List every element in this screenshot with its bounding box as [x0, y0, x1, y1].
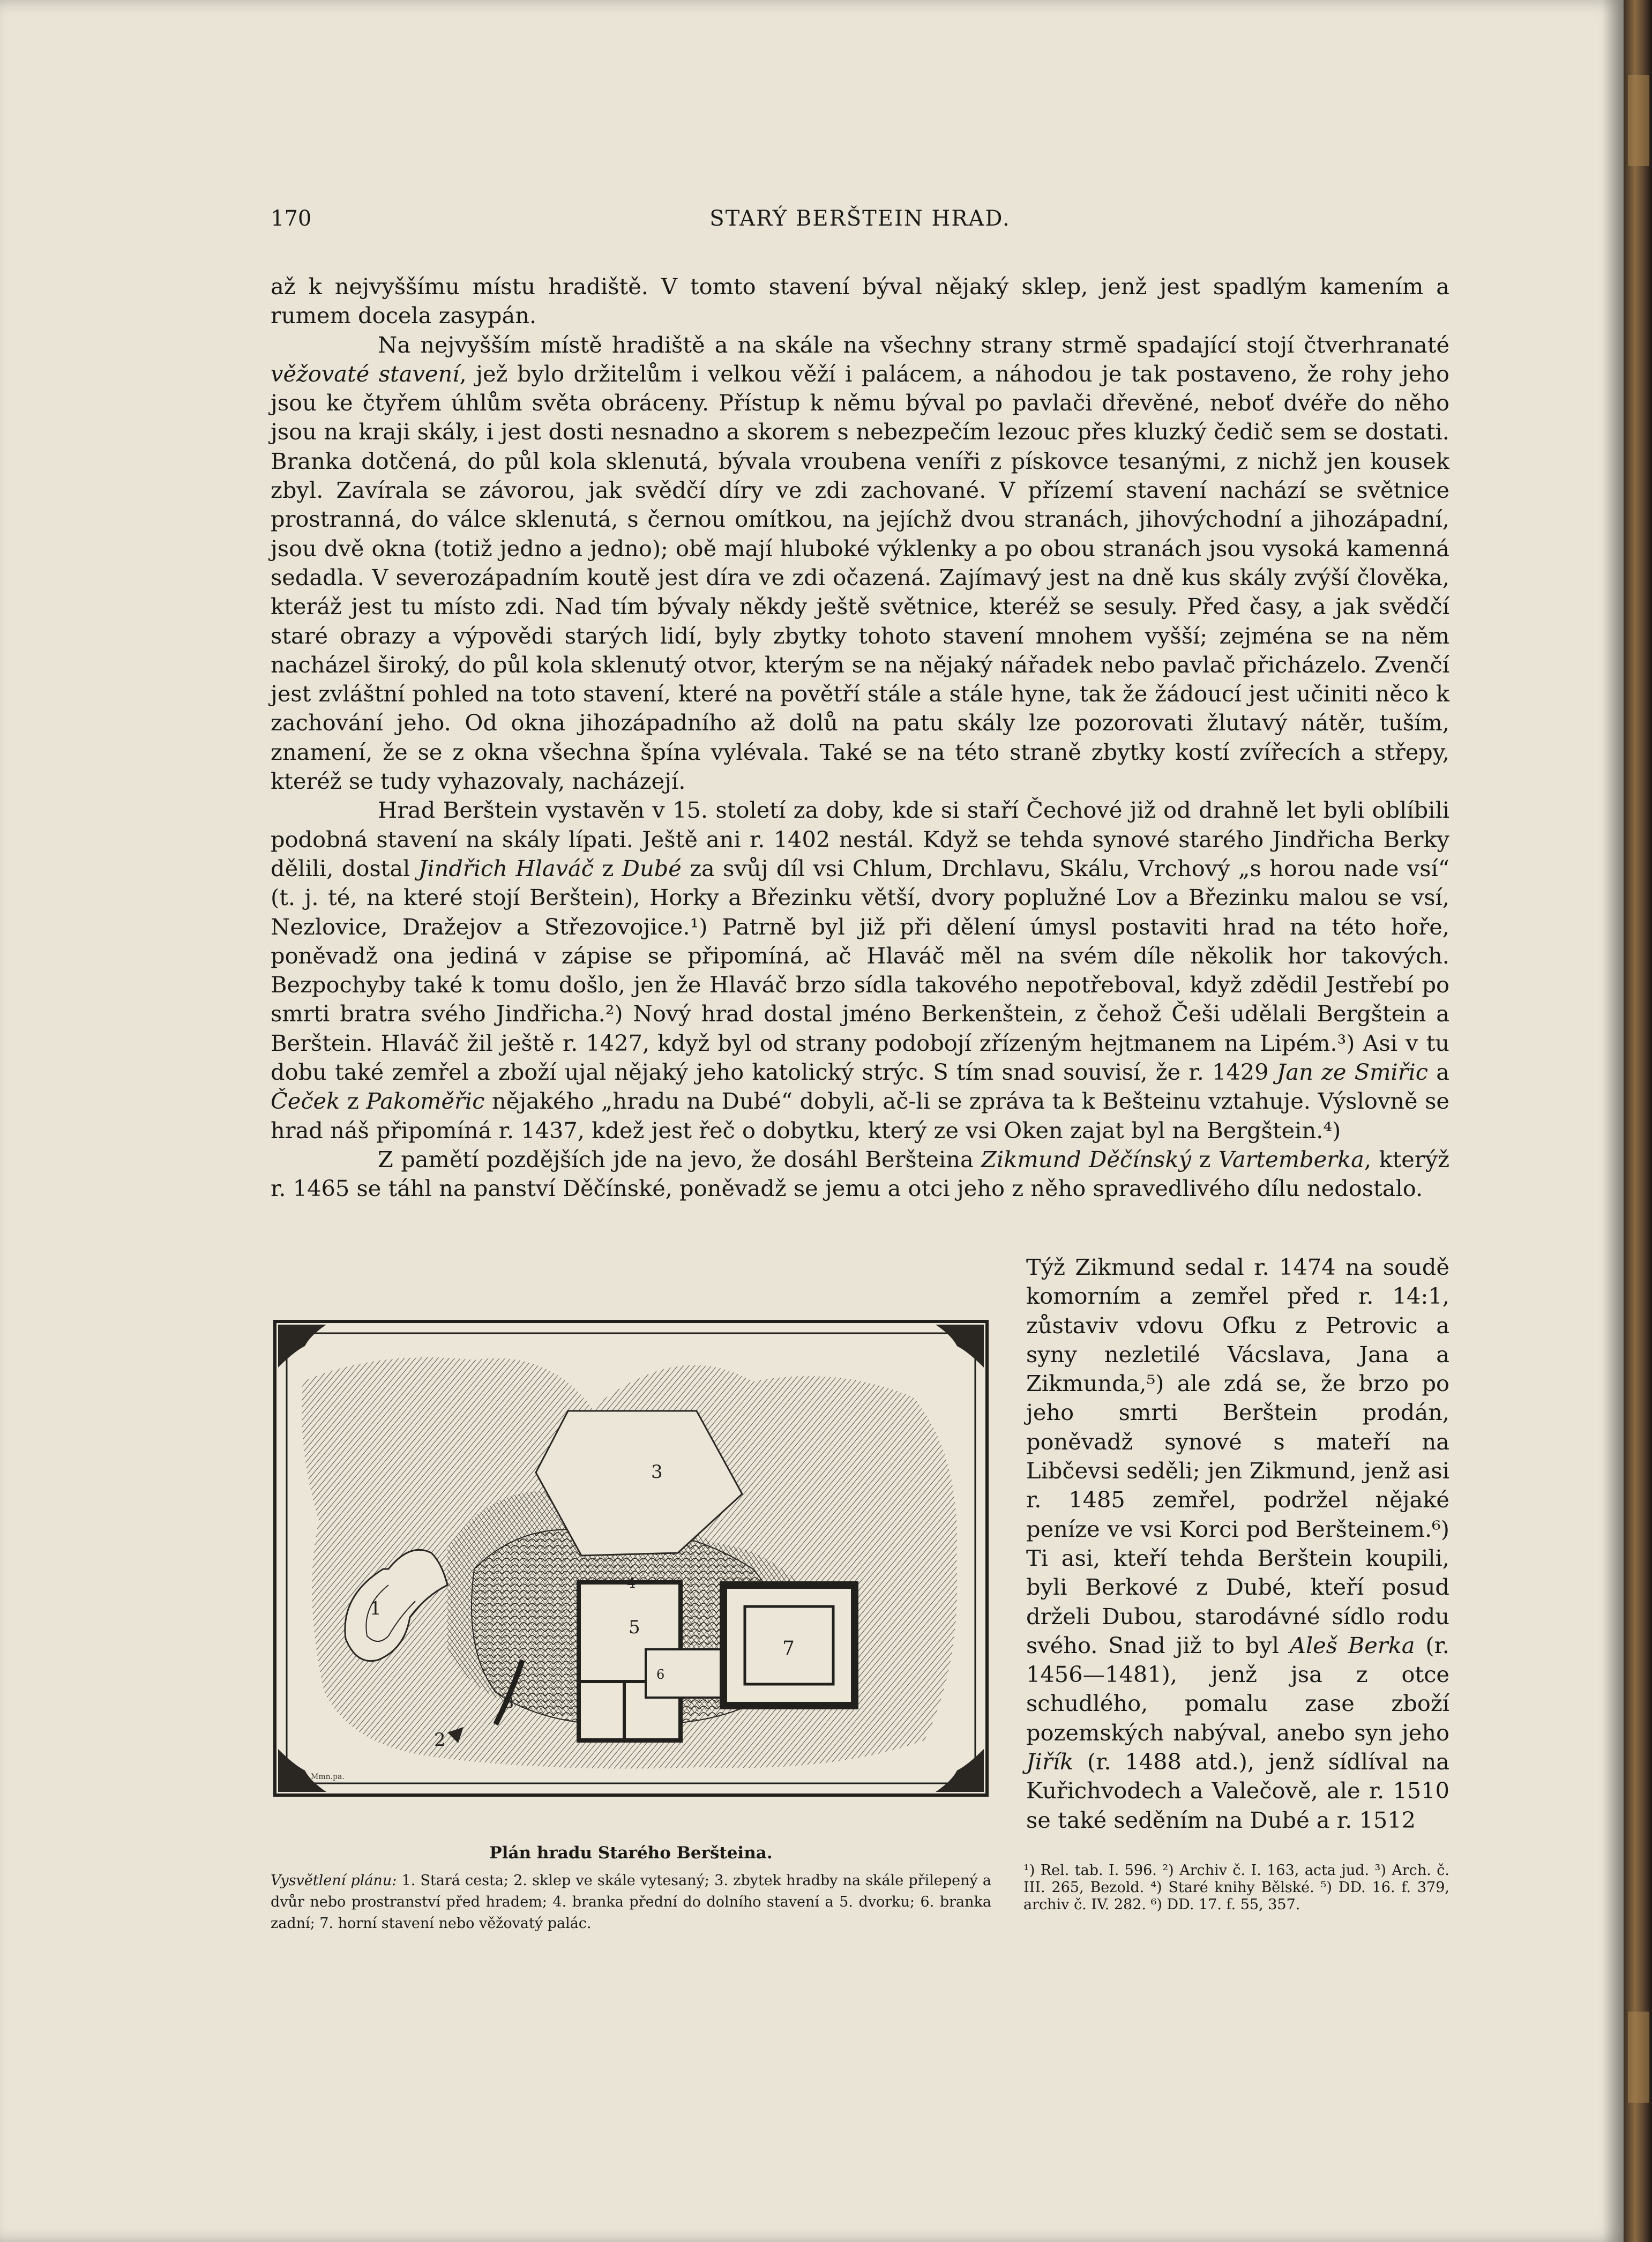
plan-label-3b: 3 [504, 1694, 514, 1713]
paragraph-1: až k nejvyššímu místu hradiště. V tomto stavení býval nějaký sklep, jenž jest spadlým kamením a rumem docela zasypán. [271, 273, 1449, 329]
plan-label-7: 7 [782, 1638, 795, 1660]
book-spine [1624, 0, 1652, 2242]
castle-plan-figure [271, 1317, 991, 1799]
figure-caption [271, 1843, 991, 1934]
page-edge-shadow [1602, 0, 1624, 2242]
plan-label-3: 3 [651, 1461, 663, 1483]
plan-label-5: 5 [629, 1617, 640, 1638]
plan-label-1: 1 [370, 1598, 382, 1619]
main-text [271, 272, 1449, 1204]
paragraph-2: Na nejvyšším místě hradiště a na skále na všechny strany strmě spadající stojí čtverhranaté věžovaté stavení, jež bylo držitelům i velkou věží i palácem, a náhodou je tak postaveno, že rohy jeho jsou ke čtyřem úhlům světa obráceny. Přístup k němu býval po pavlači dřevěné, neboť dvéře do něho jsou na kraji skály, i jest dosti nesnadno a skorem s nebezpečím lezouc přes kluzký čedič sem se dostati. Branka dotčená, do půl kola sklenutá, bývala vroubena veníři z pískovce tesanými, z nichž jen kousek zbyl. Zavírala se závorou, jak svědčí díry ve zdi zachované. V přízemí stavení nachází se světnice prostranná, do válce sklenutá, s černou omítkou, na jejíchž dvou stranách, jihovýchodní a jihozápadní, jsou dvě okna (totiž jedno a jedno); obě mají hluboké výklenky a po obou stranách jsou vysoká kamenná sedadla. V severozápadním koutě jest díra ve zdi očazená. Zajímavý jest na dně kus skály zvýší člověka, kteráž jest tu místo zdi. Nad tím bývaly někdy ještě světnice, kteréž se sesuly. Před časy, a jak svědčí staré obrazy a výpovědi starých lidí, byly zbytky tohoto stavení mnohem vyšší; zejména se na něm nacházel široký, do půl kola sklenutý otvor, kterým se na nějaký nářadek nebo pavlač přicházelo. Zvenčí jest zvláštní pohled na toto stavení, které na povětří stále a stále hyne, tak že žádoucí jest učiniti něco k zachování jeho. Od okna jihozápadního až dolů na patu skály lze pozorovati žlutavý nátěr, tuším, znamení, že se z okna všechna špína vylévala. Také se na této straně zbytky kostí zvířecích a střepy, kteréž se tudy vyhazovaly, nacházejí. [271, 331, 1449, 795]
plan-label-4: 4 [627, 1575, 636, 1591]
side-paragraph: Týž Zikmund sedal r. 1474 na soudě komorním a zemřel před r. 14:1, zůstaviv vdovu Ofku z Petrovic a syny nezletilé Vácslava, Jana a Zikmunda,⁵) ale zdá se, že brzo po jeho smrti Berštein prodán, poněvadž synové s mateří na Libčevsi seděli; jen Zikmund, jenž asi r. 1485 zemřel, podržel nějaké peníze ve vsi Korci pod Beršteinem.⁶) Ti asi, kteří tehda Berštein koupili, byli Berkové z Dubé, kteří posud drželi Dubou, starodávné sídlo rodu svého. Snad již to byl Aleš Berka (r. 1456—1481), jenž jsa z otce schudlého, pomalu zase zboží pozemských nabýval, anebo syn jeho Jiřík (r. 1488 atd.), jenž sídlíval na Kuřichvodech a Valečově, ale r. 1510 se také seděním na Dubé a r. 1512 [1026, 1254, 1450, 1833]
caption-title: Plán hradu Starého Beršteina. [489, 1843, 773, 1863]
side-column-text [1026, 1253, 1449, 1835]
page-header [271, 206, 1449, 238]
footnote-text: ¹) Rel. tab. I. 596. ²) Archiv č. I. 163, acta jud. ³) Arch. č. III. 265, Bezold. ⁴) Staré knihy Bělské. ⁵) DD. 16. f. 379, archiv č. IV. 282. ⁶) DD. 17. f. 55, 357. [1023, 1862, 1449, 1913]
paragraph-3: Hrad Berštein vystavěn v 15. století za doby, kde si staří Čechové již od drahně let byli oblíbili podobná stavení na skály lípati. Ještě ani r. 1402 nestál. Když se tehda synové starého Jindřicha Berky dělili, dostal Jindřich Hlaváč z Dubé za svůj díl vsi Chlum, Drchlavu, Skálu, Vrchový „s horou nade vsí“ (t. j. té, na které stojí Berštein), Horky a Březinku větší, dvory poplužné Lov a Březinku malou se vsí, Nezlovice, Dražejov a Střezovojice.¹) Patrně byl již při dělení úmysl postaviti hrad na této hoře, poněvadž ona jediná v zápise se připomíná, ač Hlaváč měl na svém díle několik hor takových. Bezpochyby také k tomu došlo, jen že Hlaváč brzo sídla takového nepotřeboval, když zdědil Jestřebí po smrti bratra svého Jindřicha.²) Nový hrad dostal jméno Berkenštein, z čehož Češi udělali Bergštein a Berštein. Hlaváč žil ještě r. 1427, když byl od strany podobojí zřízeným hejtmanem na Lipém.³) Asi v tu dobu také zemřel a zboží ujal nějaký jeho katolický strýc. S tím snad souvisí, že r. 1429 Jan ze Smiřic a Čeček z Pakoměřic nějakého „hradu na Dubé“ dobyli, ač-li se zpráva ta k Bešteinu vztahuje. Výslovně se hrad náš připomíná r. 1437, kdež jest řeč o dobytku, který ze vsi Oken zajat byl na Bergštein.⁴) [271, 797, 1449, 1144]
plan-label-2: 2 [434, 1729, 446, 1751]
paragraph-4: Z pamětí pozdějších jde na jevo, že dosáhl Beršteina Zikmund Děčínský z Vartemberka, kterýž r. 1465 se táhl na panství Děčínské, poněvadž se jemu a otci jeho z něho spravedlivého dílu nedostalo. [271, 1146, 1450, 1202]
engraver-signature: Mmn.pa. [311, 1773, 345, 1781]
page-number: 170 [271, 206, 312, 231]
running-head: STARÝ BERŠTEIN HRAD. [709, 206, 1011, 231]
plan-label-6: 6 [656, 1667, 665, 1682]
caption-legend: Vysvětlení plánu: 1. Stará cesta; 2. sklep ve skále vytesaný; 3. zbytek hradby na skále přilepený a dvůr nebo prostranství před hradem; 4. branka přední do dolního stavení a 5. dvorku; 6. branka zadní; 7. horní stavení nebo věžovatý palác. [271, 1872, 991, 1932]
footnotes [1023, 1862, 1449, 1914]
